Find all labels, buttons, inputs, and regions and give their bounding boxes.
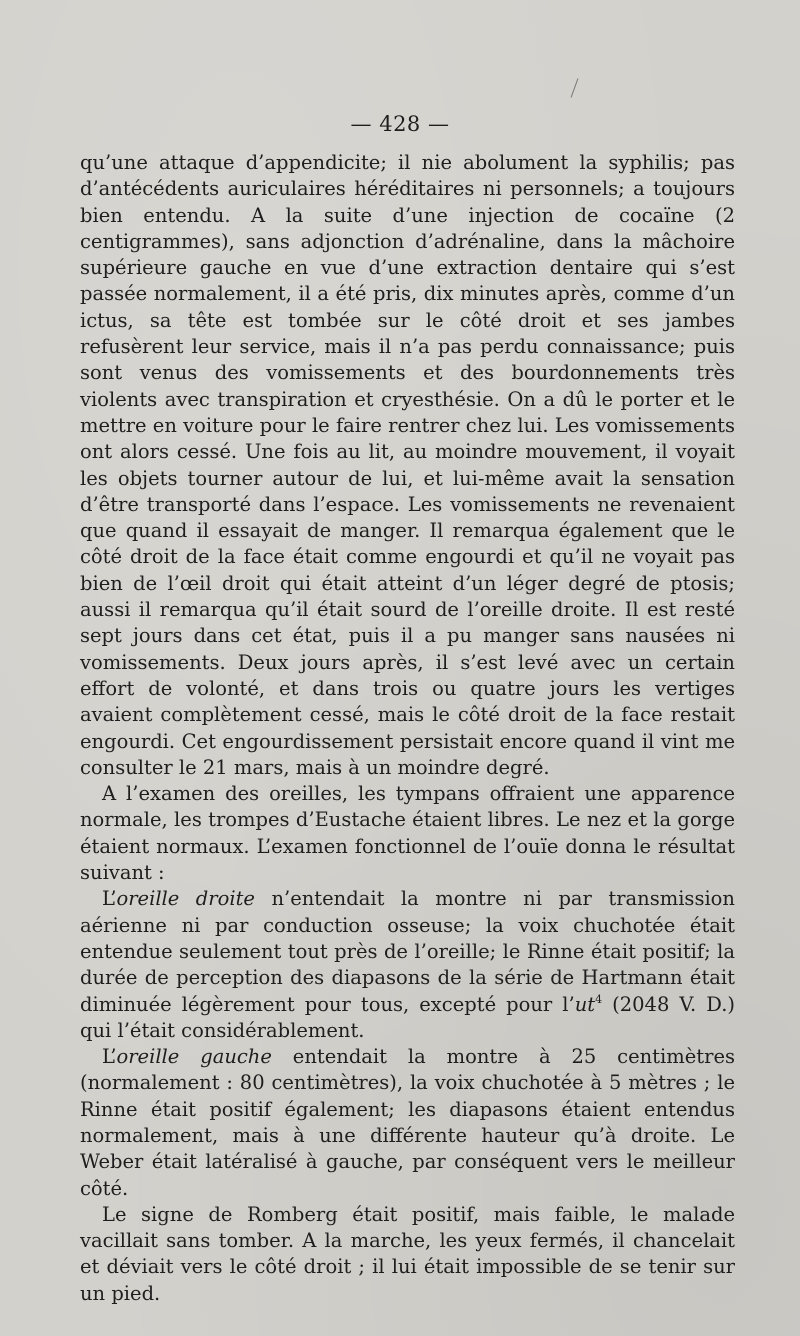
pencil-mark <box>571 78 579 97</box>
page-number: — 428 — <box>350 112 450 136</box>
note-ut-superscript: 4 <box>595 992 603 1006</box>
paragraph-case-history: qu’une attaque d’appendicite; il nie abolument la syphilis; pas d’antécédents auriculaires héréditaires ni personnels; a toujours bien entendu. A la suite d’une injection de cocaïne (2 centigrammes), sans adjonction d’adrénaline, dans la mâchoire supérieure gauche en vue d’une extraction dentaire qui s’est passée normalement, il a été pris, dix minutes après, comme d’un ictus, sa tête est tombée sur le côté droit et ses jambes refusèrent leur service, mais il n’a pas perdu connaissance; puis sont venus des vomissements et des bourdonnements très violents avec transpiration et cryesthésie. On a dû le porter et le mettre en voiture pour le faire rentrer chez lui. Les vomissements ont alors cessé. Une fois au lit, au moindre mouvement, il voyait les objets tourner autour de lui, et lui-même avait la sensation d’être transporté dans l’espace. Les vomissements ne revenaient que quand il essayait de manger. Il remarqua également que le côté droit de la face était comme engourdi et qu’il ne voyait pas bien de l’œil droit qui était atteint d’un léger degré de ptosis; aussi il remarqua qu’il était sourd de l’oreille droite. Il est resté sept jours dans cet état, puis il a pu manger sans nausées ni vomissements. Deux jours après, il s’est levé avec un certain effort de volonté, et dans trois ou quatre jours les vertiges avaient complètement cessé, mais le côté droit de la face restait engourdi. Cet engourdissement persistait encore quand il vint me consulter le 21 mars, mais à un moindre degré. <box>80 151 735 779</box>
left-ear-prefix: L’ <box>102 1045 117 1069</box>
paragraph-romberg-sign: Le signe de Romberg était positif, mais faible, le malade vacillait sans tomber. A la marche, les yeux fermés, il chancelait et déviait vers le côté droit ; il lui était impossible de se tenir sur un pied. <box>80 1202 735 1305</box>
right-ear-heading: oreille droite <box>116 887 255 911</box>
left-ear-heading: oreille gauche <box>116 1045 272 1069</box>
right-ear-text-end: (2048 V. D.) qui l’était considérablement. <box>80 992 735 1042</box>
paragraph-left-ear <box>80 1044 735 1202</box>
paragraph-right-ear <box>80 886 735 1044</box>
right-ear-text: n’entendait la montre ni par transmission aérienne ni par conduction osseuse; la voix chuchotée était entendue seulement tout près de l’oreille; le Rinne était positif; la durée de perception des diapasons de la série de Hartmann était diminuée légèrement pour tous, excepté pour l’ <box>80 887 735 1016</box>
note-ut: ut <box>574 992 596 1016</box>
left-ear-text: entendait la montre à 25 centimètres (normalement : 80 centimètres), la voix chuchotée à 5 mètres ; le Rinne était positif également; les diapasons étaient entendus normalement, mais à une différente hauteur qu’à droite. Le Weber était latéralisé à gauche, par conséquent vers le meilleur côté. <box>80 1045 735 1200</box>
body-text <box>80 150 735 1307</box>
paragraph-ear-examination: A l’examen des oreilles, les tympans offraient une apparence normale, les trompes d’Eustache étaient libres. Le nez et la gorge étaient normaux. L’examen fonctionnel de l’ouïe donna le résultat suivant : <box>80 782 735 885</box>
right-ear-prefix: L’ <box>102 887 117 911</box>
